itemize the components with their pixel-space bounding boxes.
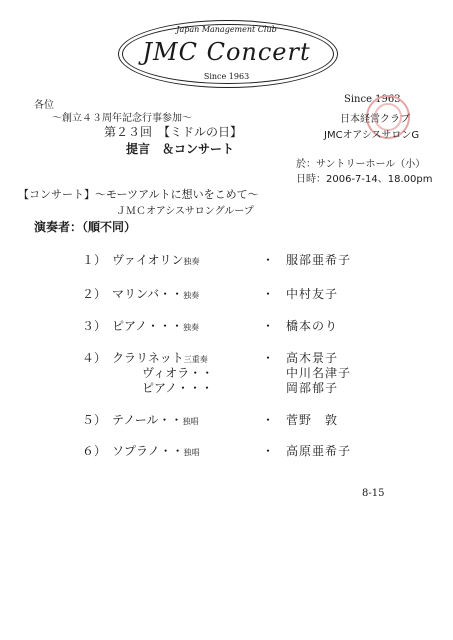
performance-number: ６） xyxy=(82,444,107,458)
performance-row xyxy=(82,285,199,302)
instrument: ピアノ・・・ xyxy=(142,381,214,395)
performance-number: ５） xyxy=(82,413,107,427)
separator-dot: ・ xyxy=(262,287,275,301)
performance-role: 独唱 xyxy=(183,448,200,457)
instrument: クラリネット xyxy=(112,351,184,365)
performance-role: 三重奏 xyxy=(183,355,208,364)
performance-row xyxy=(82,251,200,268)
addressee: 各位 xyxy=(34,100,54,111)
separator-dot: ・ xyxy=(262,351,275,365)
performance-number: １） xyxy=(82,253,107,267)
performance-number: ４） xyxy=(82,351,107,365)
event-title: 第２３回 【ミドルの日】 xyxy=(104,125,243,139)
performance-number: ３） xyxy=(82,319,107,333)
performer-name: 高原亜希子 xyxy=(286,444,352,458)
event-subtitle: 提言 ＆コンサート xyxy=(126,142,235,156)
salon-name: JMCオアシスサロンG xyxy=(324,130,420,141)
performance-role: 独奏 xyxy=(183,323,200,332)
performers-label: 演奏者：（順不同） xyxy=(34,220,137,234)
instrument: マリンバ・・ xyxy=(112,287,184,301)
performer-name: 中川名津子 xyxy=(286,366,352,380)
performance-row xyxy=(82,442,200,459)
separator-dot: ・ xyxy=(262,444,275,458)
concert-heading: 【コンサート】～モーツアルトに想いをこめて～ xyxy=(18,188,259,201)
group-name: ＪＭＣオアシスサロングループ xyxy=(116,206,254,217)
separator-dot: ・ xyxy=(262,253,275,267)
performance-row xyxy=(82,317,199,334)
performance-row xyxy=(82,379,213,396)
performer-name: 高木景子 xyxy=(286,351,339,365)
page-number: 8-15 xyxy=(362,488,385,499)
venue: 於：サントリーホール（小） xyxy=(296,159,426,170)
instrument: ヴィオラ・・ xyxy=(142,366,214,380)
performance-role: 独奏 xyxy=(183,291,200,300)
performer-name: 菅野 敦 xyxy=(286,413,339,427)
datetime: 日時：2006-7-14、18.00pm xyxy=(296,174,433,185)
separator-dot: ・ xyxy=(262,319,275,333)
performer-name: 岡部郁子 xyxy=(286,381,339,395)
club-name: 日本経営クラブ xyxy=(340,114,410,125)
logo-top-text: Japan Management Club xyxy=(176,25,277,34)
instrument: テノール・・ xyxy=(112,413,183,427)
instrument: ソプラノ・・ xyxy=(112,444,184,458)
instrument: ヴァイオリン xyxy=(112,253,184,267)
performer-name: 中村友子 xyxy=(286,287,339,301)
logo-main-text: JMC Concert xyxy=(142,38,311,66)
performance-number: ２） xyxy=(82,287,107,301)
separator-dot: ・ xyxy=(262,413,275,427)
logo-bottom-text: Since 1963 xyxy=(203,72,250,81)
performer-name: 服部亜希子 xyxy=(286,253,352,267)
anniversary-line: ～創立４３周年記念行事参加～ xyxy=(52,113,192,124)
performance-row xyxy=(82,411,199,428)
instrument: ピアノ・・・ xyxy=(112,319,184,333)
performance-role: 独奏 xyxy=(183,257,200,266)
performer-name: 橋本のり xyxy=(286,319,339,333)
performance-role: 独唱 xyxy=(182,417,199,426)
since-text: Since 1963 xyxy=(344,94,401,105)
